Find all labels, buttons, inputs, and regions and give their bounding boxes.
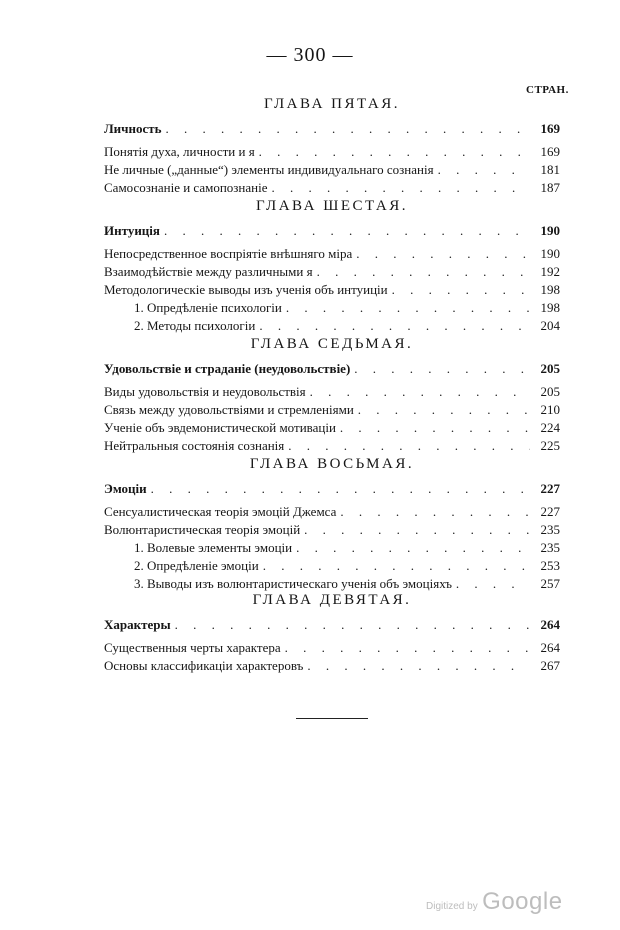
entry-page: 192 [540,264,560,279]
entry-text: Самосознаніе и самопознаніе [104,180,268,195]
entry-page: 205 [540,361,560,376]
toc-entry [104,143,560,161]
dot-leader [259,557,530,575]
entry-page: 264 [540,617,560,632]
toc-entry [104,401,560,419]
chapter-section [104,454,560,593]
toc-entry [104,383,560,401]
toc-main-entry [104,120,560,138]
dot-leader [281,639,530,657]
entry-text: Понятія духа, личности и я [104,144,255,159]
entry-text: Основы классификаціи характеровъ [104,658,304,673]
entry-page: 235 [540,522,560,537]
toc-main-entry [104,222,560,240]
entry-text: Виды удовольствія и неудовольствія [104,384,306,399]
dot-leader [171,616,530,634]
entry-page: 187 [540,180,560,195]
toc-entry [104,281,560,299]
entry-text: Ученіе объ эвдемонистической мотиваціи [104,420,336,435]
entry-page: 235 [540,540,560,555]
dot-leader [292,539,530,557]
entry-text: Удовольствіе и страданіе (неудовольствіе) [104,361,351,376]
entry-text: Взаимодѣйствіе между различными я [104,264,313,279]
entry-text: Эмоціи [104,481,147,496]
entry-text: Методологическіе выводы изъ ученія объ интуиціи [104,282,388,297]
chapter-section [104,94,560,197]
entry-text: Личность [104,121,162,136]
chapter-title: ГЛАВА ПЯТАЯ. [263,96,401,112]
toc-entry [104,179,560,197]
dot-leader [306,383,530,401]
entry-page: 169 [540,144,560,159]
entry-text: Существенныя черты характера [104,640,281,655]
chapter-title: ГЛАВА СЕДЬМАЯ. [250,336,414,352]
entry-text: Волюнтаристическая теорія эмоцій [104,522,301,537]
entry-page: 264 [540,640,560,655]
entry-page: 257 [540,576,560,591]
chapter-section [104,590,560,675]
page-number: — 300 — [266,44,354,66]
toc-sub-entry [104,317,560,335]
toc-entry [104,639,560,657]
dot-leader [255,143,530,161]
toc-entry [104,521,560,539]
entry-page: 253 [540,558,560,573]
dot-leader [255,317,530,335]
entry-text: Сенсуалистическая теорія эмоцій Джемса [104,504,337,519]
entry-page: 181 [540,162,560,177]
entry-page: 169 [540,121,560,136]
page-column-label: СТРАН. [526,84,569,96]
entry-text: Непосредственное воспріятіе внѣшняго міра [104,246,353,261]
entry-text: Не личные („данные“) элементы индивидуальнаго сознанія [104,162,434,177]
entry-page: 190 [540,223,560,238]
toc-entry [104,263,560,281]
toc-main-entry [104,616,560,634]
chapter-title: ГЛАВА ВОСЬМАЯ. [249,456,415,472]
dot-leader [147,480,530,498]
entry-text: 3. Выводы изъ волюнтаристическаго ученія объ эмоціяхъ [134,576,452,591]
toc-sub-entry [104,557,560,575]
dot-leader [434,161,530,179]
entry-text: Нейтральныя состоянія сознанія [104,438,285,453]
entry-page: 267 [540,658,560,673]
dot-leader [336,419,530,437]
dot-leader [350,360,530,378]
entry-text: 2. Опредѣленіе эмоціи [134,558,259,573]
dot-leader [352,245,530,263]
toc-entry [104,161,560,179]
entry-page: 210 [540,402,560,417]
dot-leader [160,222,530,240]
entry-page: 224 [540,420,560,435]
entry-page: 198 [540,300,560,315]
chapter-section [104,334,560,455]
entry-page: 204 [540,318,560,333]
toc-entry [104,437,560,455]
toc-sub-entry [104,299,560,317]
entry-page: 225 [540,438,560,453]
entry-page: 205 [540,384,560,399]
dot-leader [313,263,530,281]
dot-leader [268,179,530,197]
dot-leader [303,657,530,675]
entry-text: 1. Опредѣленіе психологіи [134,300,282,315]
toc-main-entry [104,360,560,378]
toc-entry [104,503,560,521]
entry-text: 1. Волевые элементы эмоціи [134,540,293,555]
toc-entry [104,245,560,263]
chapter-title: ГЛАВА ШЕСТАЯ. [256,198,408,214]
entry-text: Характеры [104,617,171,632]
entry-text: 2. Методы психологіи [134,318,256,333]
toc-entry [104,657,560,675]
watermark-prefix: Digitized by [426,901,478,912]
entry-page: 190 [540,246,560,261]
digitized-watermark [426,888,563,916]
entry-text: Интуиція [104,223,160,238]
dot-leader [300,521,530,539]
toc-entry [104,419,560,437]
chapter-title: ГЛАВА ДЕВЯТАЯ. [252,592,412,608]
entry-page: 227 [540,481,560,496]
entry-page: 198 [540,282,560,297]
dot-leader [336,503,530,521]
dot-leader [162,120,530,138]
end-rule [296,718,368,719]
watermark-brand: Google [482,888,563,915]
dot-leader [388,281,530,299]
toc-sub-entry [104,539,560,557]
dot-leader [354,401,530,419]
dot-leader [284,437,530,455]
chapter-section [104,196,560,335]
entry-text: Связь между удовольствіями и стремленіями [104,402,354,417]
dot-leader [282,299,530,317]
entry-page: 227 [540,504,560,519]
toc-main-entry [104,480,560,498]
